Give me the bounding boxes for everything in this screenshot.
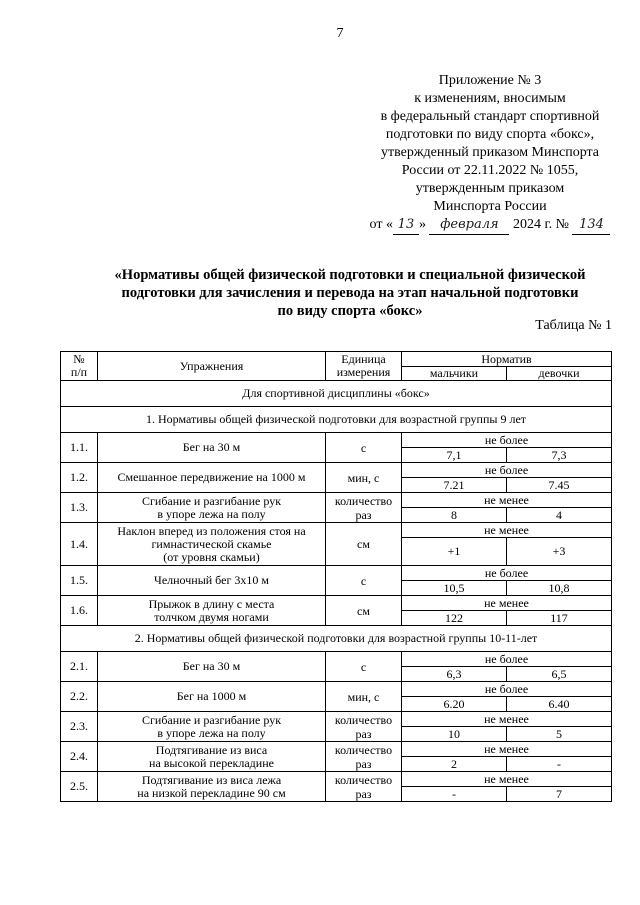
norm-boys: 2 bbox=[402, 757, 507, 771]
norm-condition: не менее bbox=[402, 493, 611, 508]
row-unit: количество раз bbox=[326, 712, 402, 742]
row-exercise: Сгибание и разгибание рук в упоре лежа на полу bbox=[98, 493, 326, 523]
page-number: 7 bbox=[336, 26, 344, 41]
discipline-row bbox=[61, 381, 612, 407]
date-year: 2024 г. № bbox=[512, 217, 569, 232]
row-exercise: Бег на 30 м bbox=[98, 433, 326, 463]
norm-girls: 10,8 bbox=[548, 581, 570, 595]
document-title bbox=[60, 266, 640, 320]
order-date-line bbox=[340, 216, 640, 235]
row-unit: с bbox=[326, 566, 402, 596]
norm-boys: 10,5 bbox=[402, 581, 507, 595]
norm-girls: 7 bbox=[556, 787, 562, 801]
table-row bbox=[61, 652, 612, 682]
norm-condition: не менее bbox=[402, 742, 611, 757]
norm-condition: не более bbox=[402, 566, 611, 581]
row-num: 2.2. bbox=[61, 682, 98, 712]
header-norm: Норматив bbox=[402, 352, 612, 367]
row-unit: с bbox=[326, 433, 402, 463]
header-exercise: Упражнения bbox=[98, 352, 326, 381]
section-title: 1. Нормативы общей физической подготовки для возрастной группы 9 лет bbox=[61, 407, 612, 433]
title-line: подготовки для зачисления и перевода на этап начальной подготовки bbox=[121, 285, 579, 301]
norm-boys: +1 bbox=[402, 538, 507, 565]
handwritten-day: 13 bbox=[393, 216, 419, 235]
row-num: 2.5. bbox=[61, 772, 98, 802]
norm-condition: не более bbox=[402, 433, 611, 448]
norm-girls: 6,5 bbox=[551, 667, 567, 681]
row-unit: мин, с bbox=[326, 682, 402, 712]
section-row bbox=[61, 626, 612, 652]
norm-girls: +3 bbox=[552, 544, 566, 558]
title-line: по виду спорта «бокс» bbox=[277, 303, 423, 319]
norm-girls: 5 bbox=[556, 727, 562, 741]
table-row bbox=[61, 682, 612, 712]
norm-boys: 7,1 bbox=[402, 448, 507, 462]
norm-girls: - bbox=[557, 757, 561, 771]
norm-boys: 10 bbox=[402, 727, 507, 741]
row-unit: см bbox=[326, 596, 402, 626]
row-unit: мин, с bbox=[326, 463, 402, 493]
row-num: 1.1. bbox=[61, 433, 98, 463]
row-unit: см bbox=[326, 523, 402, 566]
table-row bbox=[61, 463, 612, 493]
table-row bbox=[61, 772, 612, 802]
section-title: 2. Нормативы общей физической подготовки для возрастной группы 10-11-лет bbox=[61, 626, 612, 652]
appendix-line: утвержденный приказом Минспорта bbox=[380, 145, 600, 160]
header-boys: мальчики bbox=[402, 367, 507, 380]
norm-girls: 6.40 bbox=[548, 697, 570, 711]
row-num: 1.6. bbox=[61, 596, 98, 626]
row-unit: количество раз bbox=[326, 772, 402, 802]
row-exercise: Бег на 1000 м bbox=[98, 682, 326, 712]
norm-girls: 7.45 bbox=[548, 478, 570, 492]
table-row bbox=[61, 433, 612, 463]
row-exercise: Наклон вперед из положения стоя на гимнастической скамье (от уровня скамьи) bbox=[98, 523, 326, 566]
norm-boys: 6.20 bbox=[402, 697, 507, 711]
norm-condition: не менее bbox=[402, 596, 611, 611]
row-norm bbox=[402, 433, 612, 463]
section-row bbox=[61, 407, 612, 433]
norm-girls: 4 bbox=[556, 508, 562, 522]
discipline-title: Для спортивной дисциплины «бокс» bbox=[61, 381, 612, 407]
table-row bbox=[61, 493, 612, 523]
row-num: 2.1. bbox=[61, 652, 98, 682]
norm-boys: - bbox=[402, 787, 507, 801]
norm-boys: 7.21 bbox=[402, 478, 507, 492]
row-exercise: Сгибание и разгибание рук в упоре лежа на полу bbox=[98, 712, 326, 742]
table-row bbox=[61, 596, 612, 626]
row-norm bbox=[402, 566, 612, 596]
appendix-line: Минспорта России bbox=[433, 199, 547, 214]
norm-boys: 122 bbox=[402, 611, 507, 625]
row-num: 2.3. bbox=[61, 712, 98, 742]
row-num: 1.4. bbox=[61, 523, 98, 566]
appendix-line: России от 22.11.2022 № 1055, bbox=[401, 163, 579, 178]
row-norm bbox=[402, 652, 612, 682]
title-line: «Нормативы общей физической подготовки и специальной физической bbox=[114, 267, 586, 283]
handwritten-order-number: 134 bbox=[572, 216, 610, 235]
header-gender bbox=[402, 367, 612, 381]
table-row bbox=[61, 712, 612, 742]
row-num: 1.3. bbox=[61, 493, 98, 523]
date-mid: » bbox=[418, 217, 426, 232]
row-num: 1.2. bbox=[61, 463, 98, 493]
norm-girls: 117 bbox=[550, 611, 568, 625]
table-label: Таблица № 1 bbox=[535, 318, 612, 333]
row-exercise: Бег на 30 м bbox=[98, 652, 326, 682]
row-num: 1.5. bbox=[61, 566, 98, 596]
norm-condition: не более bbox=[402, 652, 611, 667]
table-row bbox=[61, 742, 612, 772]
appendix-line: утвержденным приказом bbox=[415, 181, 565, 196]
date-prefix: от « bbox=[369, 217, 393, 232]
row-unit: с bbox=[326, 652, 402, 682]
row-norm bbox=[402, 712, 612, 742]
header-girls: девочки bbox=[538, 366, 580, 380]
row-norm bbox=[402, 596, 612, 626]
norm-boys: 6,3 bbox=[402, 667, 507, 681]
table-header-row bbox=[61, 352, 612, 367]
norm-condition: не менее bbox=[402, 712, 611, 727]
row-exercise: Подтягивание из виса на высокой перекладине bbox=[98, 742, 326, 772]
row-exercise: Челночный бег 3х10 м bbox=[98, 566, 326, 596]
norm-girls: 7,3 bbox=[551, 448, 567, 462]
row-exercise: Подтягивание из виса лежа на низкой перекладине 90 см bbox=[98, 772, 326, 802]
header-num: № п/п bbox=[61, 352, 98, 381]
row-norm bbox=[402, 772, 612, 802]
row-norm bbox=[402, 742, 612, 772]
norms-table bbox=[60, 351, 612, 802]
appendix-block bbox=[340, 72, 640, 235]
handwritten-month: февраля bbox=[429, 216, 509, 235]
table-row bbox=[61, 523, 612, 566]
norm-condition: не менее bbox=[402, 523, 611, 538]
row-num: 2.4. bbox=[61, 742, 98, 772]
norm-condition: не более bbox=[402, 682, 611, 697]
table-row bbox=[61, 566, 612, 596]
row-exercise: Прыжок в длину с места толчком двумя ногами bbox=[98, 596, 326, 626]
row-norm bbox=[402, 463, 612, 493]
norm-condition: не более bbox=[402, 463, 611, 478]
appendix-line: в федеральный стандарт спортивной bbox=[380, 109, 600, 124]
row-norm bbox=[402, 493, 612, 523]
row-unit: количество раз bbox=[326, 493, 402, 523]
norm-condition: не менее bbox=[402, 772, 611, 787]
row-norm bbox=[402, 523, 612, 566]
row-unit: количество раз bbox=[326, 742, 402, 772]
row-norm bbox=[402, 682, 612, 712]
row-exercise: Смешанное передвижение на 1000 м bbox=[98, 463, 326, 493]
appendix-line: подготовки по виду спорта «бокс», bbox=[385, 127, 595, 142]
appendix-line: к изменениям, вносимым bbox=[414, 91, 566, 106]
norm-boys: 8 bbox=[402, 508, 507, 522]
appendix-line: Приложение № 3 bbox=[438, 73, 542, 88]
header-unit: Единица измерения bbox=[326, 352, 402, 381]
